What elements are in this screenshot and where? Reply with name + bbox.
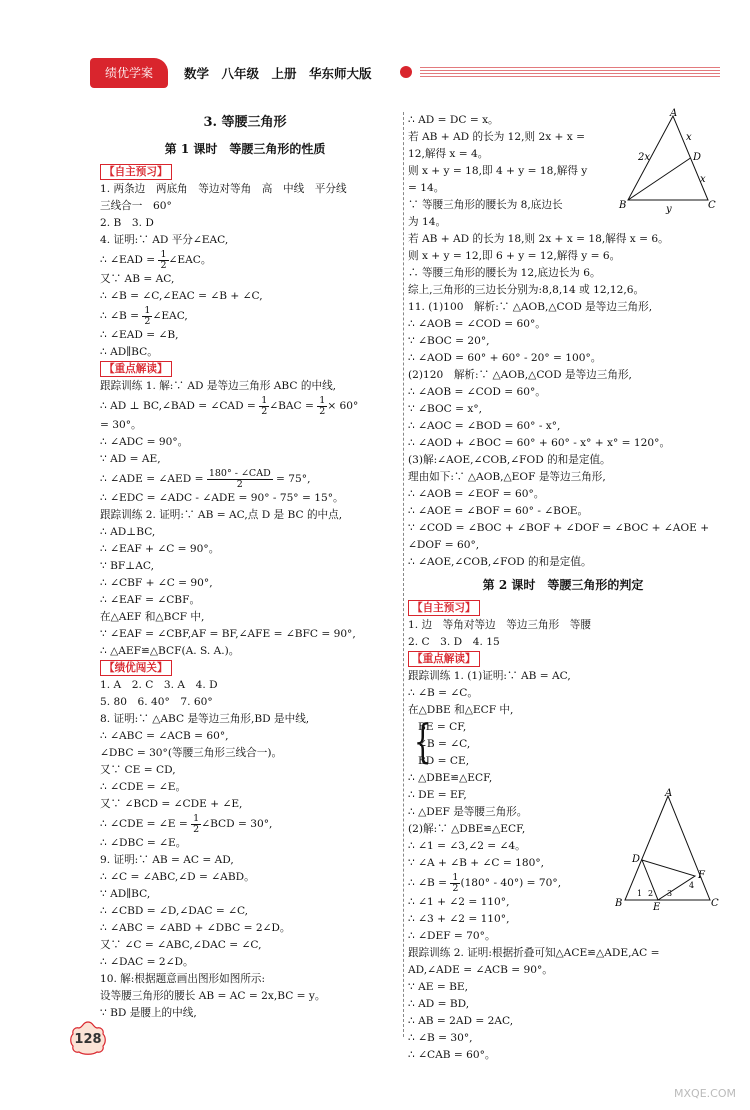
text-line: 在△AEF 和△BCF 中, bbox=[100, 611, 205, 623]
text-line: 在△DBE 和△ECF 中, bbox=[408, 704, 514, 716]
text-line: ∴ ∠1 = ∠3,∠2 = ∠4。 bbox=[408, 840, 526, 852]
text-line: 设等腰三角形的腰长 AB = AC = 2x,BC = y。 bbox=[100, 990, 326, 1002]
text-line: = 30°。 bbox=[100, 419, 142, 431]
text-line: 2. B 3. D bbox=[100, 217, 154, 229]
text-line: ∴ △DEF 是等腰三角形。 bbox=[408, 806, 528, 818]
text-line: ∴ AB = 2AD = 2AC, bbox=[408, 1015, 514, 1027]
fig2-label-f: F bbox=[698, 870, 705, 881]
text-line: 12,解得 x = 4。 bbox=[408, 148, 489, 160]
numerator: 1 bbox=[319, 394, 326, 406]
denominator: 2 bbox=[452, 882, 459, 894]
text-run: ∠BCD = 30°, bbox=[201, 818, 273, 830]
numerator: 1 bbox=[144, 304, 151, 316]
text-run: ∴ ∠ADE = ∠AED = bbox=[100, 473, 207, 485]
text-line: ∴ ∠AOD = 60° + 60° - 20° = 100°。 bbox=[408, 352, 602, 364]
text-line: 跟踪训练 2. 证明:∵ AB = AC,点 D 是 BC 的中点, bbox=[100, 509, 343, 521]
text-line: 又∵ ∠C = ∠ABC,∠DAC = ∠C, bbox=[100, 939, 262, 951]
text-line: (3)解:∠AOE,∠COB,∠FOD 的和是定值。 bbox=[408, 454, 611, 466]
series-badge: 绩优学案 bbox=[90, 58, 168, 88]
denominator: 2 bbox=[261, 405, 268, 417]
text-line: ∴ ∠AOB = ∠COD = 60°。 bbox=[408, 318, 546, 330]
text-line: 又∵ AB = AC, bbox=[100, 273, 175, 285]
text-line: ∴ ∠DBC = ∠E。 bbox=[100, 837, 187, 849]
tag-line bbox=[100, 660, 390, 677]
text-line: ∴ ∠AOE = ∠BOF = 60° - ∠BOE。 bbox=[408, 505, 589, 517]
text-line: ∵ AD∥BC, bbox=[100, 888, 151, 900]
numerator: 180° - ∠CAD bbox=[208, 467, 271, 479]
text-line: 11. (1)100 解析:∵ △AOB,△COD 是等边三角形, bbox=[408, 301, 653, 313]
fraction bbox=[317, 396, 327, 417]
text-line: 又∵ ∠BCD = ∠CDE + ∠E, bbox=[100, 798, 243, 810]
text-line: 8. 证明:∵ △ABC 是等边三角形,BD 是中线, bbox=[100, 713, 310, 725]
text-run: ∠EAC, bbox=[152, 310, 188, 322]
text-line: ∵ ∠EAF = ∠CBF,AF = BF,∠AFE = ∠BFC = 90°, bbox=[100, 628, 356, 640]
left-column bbox=[100, 112, 390, 1022]
fig2-label-e: E bbox=[653, 902, 661, 910]
text-line: ∴ ∠AOD + ∠BOC = 60° + 60° - x° + x° = 120°。 bbox=[408, 437, 671, 449]
brace-system bbox=[408, 714, 718, 770]
fraction bbox=[207, 469, 273, 490]
numerator: 1 bbox=[452, 871, 459, 883]
denominator: 2 bbox=[160, 259, 167, 271]
text-line: ∴ AD⊥BC, bbox=[100, 526, 156, 538]
text-line: 又∵ CE = CD, bbox=[100, 764, 176, 776]
text-line: ∴ ∠1 + ∠2 = 110°, bbox=[408, 896, 510, 908]
brace-line: BE = CF, bbox=[418, 721, 467, 733]
fig1-side-x-bottom: x bbox=[700, 174, 706, 185]
tag-line bbox=[100, 164, 390, 181]
text-line: ∴ ∠B = ∠C。 bbox=[408, 687, 478, 699]
section-tag: 【绩优闯关】 bbox=[100, 660, 172, 676]
header-dot-icon bbox=[400, 66, 412, 78]
text-run: ∠BAC = bbox=[269, 400, 318, 412]
text-line: ∵ 等腰三角形的腰长为 8,底边长 bbox=[408, 199, 563, 211]
text-line: ∴ ∠CBF + ∠C = 90°, bbox=[100, 577, 213, 589]
text-line: ∵ ∠BOC = 20°, bbox=[408, 335, 490, 347]
text-line: ∴ △AEF≌△BCF(A. S. A.)。 bbox=[100, 645, 240, 657]
text-line: ∴ ∠EAD = ∠B, bbox=[100, 329, 179, 341]
fig2-angle-3: 3 bbox=[667, 889, 673, 898]
text-run: (180° - 40°) = 70°, bbox=[460, 877, 562, 889]
text-run: = 75°, bbox=[272, 473, 311, 485]
fig2-angle-4: 4 bbox=[689, 881, 695, 890]
text-line: ∴ DE = EF, bbox=[408, 789, 467, 801]
formula-line bbox=[100, 813, 390, 835]
text-line: ∴ ∠3 + ∠2 = 110°, bbox=[408, 913, 510, 925]
text-line: ∴ AD = BD, bbox=[408, 998, 470, 1010]
fraction bbox=[158, 250, 168, 271]
fig2-label-c: C bbox=[711, 898, 719, 909]
text-run: ∠EAC。 bbox=[168, 254, 212, 266]
text-line: ∴ ∠AOC = ∠BOD = 60° - x°, bbox=[408, 420, 561, 432]
text-run: ∴ ∠B = bbox=[408, 877, 451, 889]
text-line: 2. C 3. D 4. 15 bbox=[408, 636, 500, 648]
text-line: ∴ ∠CAB = 60°。 bbox=[408, 1049, 496, 1061]
text-line: (2)解:∵ △DBE≌△ECF, bbox=[408, 823, 526, 835]
text-line: 综上,三角形的三边长分别为:8,8,14 或 12,12,6。 bbox=[408, 284, 645, 296]
text-line: ∴ ∠C = ∠ABC,∠D = ∠ABD。 bbox=[100, 871, 255, 883]
text-line: ∴ ∠DEF = 70°。 bbox=[408, 930, 496, 942]
fraction bbox=[259, 396, 269, 417]
page-number: 128 bbox=[74, 1032, 102, 1047]
text-line: 为 14。 bbox=[408, 216, 447, 228]
text-line: 则 x + y = 18,即 4 + y = 18,解得 y bbox=[408, 165, 588, 177]
page-header bbox=[90, 58, 720, 88]
tag-line bbox=[408, 600, 718, 617]
text-line: 三线合一 60° bbox=[100, 200, 172, 212]
text-line: 跟踪训练 1. 解:∵ AD 是等边三角形 ABC 的中线, bbox=[100, 380, 337, 392]
section-tag: 【重点解读】 bbox=[100, 361, 172, 377]
text-line: ∴ △DBE≌△ECF, bbox=[408, 772, 493, 784]
text-line: 跟踪训练 2. 证明:根据折叠可知△ACE≌△ADE,AC = bbox=[408, 947, 660, 959]
section-title: 3. 等腰三角形 bbox=[203, 115, 287, 130]
text-line: ∵ BD 是腰上的中线, bbox=[100, 1007, 197, 1019]
text-line: ∴ ∠AOB = ∠COD = 60°。 bbox=[408, 386, 546, 398]
text-line: ∠DBC = 30°(等腰三角形三线合一)。 bbox=[100, 747, 283, 759]
text-line: ∴ AD = DC = x。 bbox=[408, 114, 499, 126]
text-run: ∴ ∠CDE = ∠E = bbox=[100, 818, 192, 830]
text-line: 若 AB + AD 的长为 12,则 2x + x = bbox=[408, 131, 586, 143]
section-tag: 【重点解读】 bbox=[408, 651, 480, 667]
text-line: 10. 解:根据题意画出图形如图所示: bbox=[100, 973, 266, 985]
fig2-angle-2: 2 bbox=[648, 889, 654, 898]
text-line: (2)120 解析:∵ △AOB,△COD 是等边三角形, bbox=[408, 369, 632, 381]
fig1-label-c: C bbox=[708, 200, 716, 211]
denominator: 2 bbox=[236, 478, 243, 490]
text-line: ∴ AD∥BC。 bbox=[100, 346, 158, 358]
denominator: 2 bbox=[319, 405, 326, 417]
text-line: ∴ ∠DAC = 2∠D。 bbox=[100, 956, 194, 968]
text-line: ∴ ∠CDE = ∠E。 bbox=[100, 781, 187, 793]
text-line: = 14。 bbox=[408, 182, 445, 194]
formula-line bbox=[100, 249, 390, 271]
formula-line bbox=[100, 395, 390, 417]
text-line: ∴ ∠ABC = ∠ACB = 60°, bbox=[100, 730, 229, 742]
formula-line bbox=[100, 468, 390, 490]
text-line: 1. 两条边 两底角 等边对等角 高 中线 平分线 bbox=[100, 183, 347, 195]
fig2-angle-1: 1 bbox=[637, 889, 643, 898]
text-run: × 60° bbox=[327, 400, 359, 412]
denominator: 2 bbox=[193, 823, 200, 835]
text-line: ∴ ∠EAF = ∠CBF。 bbox=[100, 594, 201, 606]
figure-triangle-median bbox=[618, 108, 718, 218]
fig1-label-a: A bbox=[670, 108, 678, 119]
numerator: 1 bbox=[261, 394, 268, 406]
fig2-label-d: D bbox=[632, 854, 641, 865]
book-info: 数学 八年级 上册 华东师大版 bbox=[184, 66, 372, 81]
page-number-badge bbox=[68, 1020, 108, 1060]
text-line: ∴ ∠B = ∠C,∠EAC = ∠B + ∠C, bbox=[100, 290, 263, 302]
text-line: ∵ ∠A + ∠B + ∠C = 180°, bbox=[408, 857, 544, 869]
section-tag: 【自主预习】 bbox=[408, 600, 480, 616]
fraction bbox=[191, 814, 201, 835]
text-line: ∠DOF = 60°, bbox=[408, 539, 480, 551]
fig2-label-b: B bbox=[615, 898, 623, 909]
formula-line bbox=[100, 305, 390, 327]
lesson-title: 第 2 课时 等腰三角形的判定 bbox=[482, 578, 644, 592]
fig2-label-a: A bbox=[665, 788, 673, 799]
text-line: 理由如下:∵ △AOB,△EOF 是等边三角形, bbox=[408, 471, 606, 483]
text-run: ∴ AD ⊥ BC,∠BAD = ∠CAD = bbox=[100, 400, 260, 412]
text-line: 9. 证明:∵ AB = AC = AD, bbox=[100, 854, 234, 866]
watermark: MXQE.COM bbox=[674, 1087, 736, 1100]
text-line: ∵ AE = BE, bbox=[408, 981, 468, 993]
figure-triangle-def bbox=[615, 788, 720, 910]
fraction bbox=[142, 306, 152, 327]
denominator: 2 bbox=[144, 315, 151, 327]
column-divider bbox=[403, 112, 404, 1037]
section-tag: 【自主预习】 bbox=[100, 164, 172, 180]
fraction bbox=[450, 873, 460, 894]
text-line: ∵ AD = AE, bbox=[100, 453, 161, 465]
fig1-label-d: D bbox=[693, 152, 702, 163]
text-line: ∵ ∠BOC = x°, bbox=[408, 403, 483, 415]
header-stripes bbox=[420, 67, 720, 79]
lesson-title: 第 1 课时 等腰三角形的性质 bbox=[164, 142, 326, 156]
text-line: ∴ ∠AOB = ∠EOF = 60°。 bbox=[408, 488, 545, 500]
text-line: ∴ 等腰三角形的腰长为 12,底边长为 6。 bbox=[408, 267, 601, 279]
fig1-label-b: B bbox=[619, 200, 627, 211]
numerator: 1 bbox=[193, 812, 200, 824]
text-run: ∴ ∠B = bbox=[100, 310, 143, 322]
text-run: ∴ ∠EAD = bbox=[100, 254, 159, 266]
text-line: ∴ ∠ABC = ∠ABD + ∠DBC = 2∠D。 bbox=[100, 922, 291, 934]
tag-line bbox=[408, 651, 718, 668]
text-line: 跟踪训练 1. (1)证明:∵ AB = AC, bbox=[408, 670, 571, 682]
right-column bbox=[408, 112, 718, 1064]
text-line: 1. 边 等角对等边 等边三角形 等腰 bbox=[408, 619, 591, 631]
fig1-side-2x: 2x bbox=[638, 152, 651, 163]
fig1-side-y: y bbox=[666, 204, 672, 215]
text-line: 4. 证明:∵ AD 平分∠EAC, bbox=[100, 234, 229, 246]
numerator: 1 bbox=[160, 248, 167, 260]
text-line: 则 x + y = 12,即 6 + y = 12,解得 y = 6。 bbox=[408, 250, 621, 262]
text-line: AD,∠ADE = ∠ACB = 90°。 bbox=[408, 964, 553, 976]
text-line: ∴ ∠EAF + ∠C = 90°。 bbox=[100, 543, 220, 555]
text-line: ∴ ∠CBD = ∠D,∠DAC = ∠C, bbox=[100, 905, 249, 917]
text-line: 5. 80 6. 40° 7. 60° bbox=[100, 696, 213, 708]
text-line: ∴ ∠EDC = ∠ADC - ∠ADE = 90° - 75° = 15°。 bbox=[100, 492, 344, 504]
brace-line: BD = CE, bbox=[418, 755, 470, 767]
fig1-side-x-top: x bbox=[686, 132, 692, 143]
text-line: ∴ ∠ADC = 90°。 bbox=[100, 436, 189, 448]
brace-line: ∠B = ∠C, bbox=[418, 738, 471, 750]
text-line: ∵ BF⊥AC, bbox=[100, 560, 154, 572]
brace-icon: { bbox=[413, 714, 432, 768]
text-line: ∴ ∠B = 30°, bbox=[408, 1032, 473, 1044]
text-line: 若 AB + AD 的长为 18,则 2x + x = 18,解得 x = 6。 bbox=[408, 233, 669, 245]
text-line: 1. A 2. C 3. A 4. D bbox=[100, 679, 218, 691]
text-line: ∵ ∠COD = ∠BOC + ∠BOF + ∠DOF = ∠BOC + ∠AOE + bbox=[408, 522, 710, 534]
text-line: ∴ ∠AOE,∠COB,∠FOD 的和是定值。 bbox=[408, 556, 592, 568]
tag-line bbox=[100, 361, 390, 378]
